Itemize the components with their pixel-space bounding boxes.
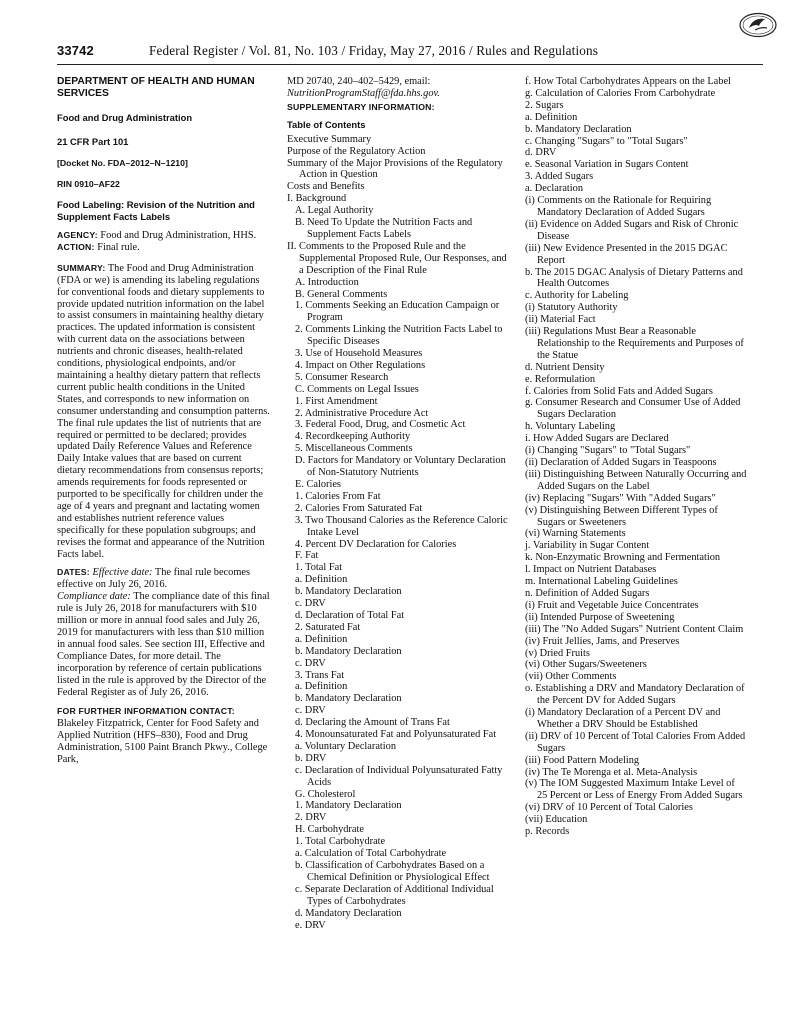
toc-item: (i) Fruit and Vegetable Juice Concentrates [525, 599, 699, 611]
contact-email-link[interactable]: NutritionProgramStaff@fda.hhs.gov. [287, 87, 440, 99]
toc-item: e. Reformulation [525, 373, 596, 385]
toc-item: 2. Calories From Saturated Fat [295, 502, 423, 514]
toc-item: a. Definition [525, 111, 578, 123]
toc-item: Summary of the Major Provisions of the Regulatory Action in Question [287, 157, 503, 181]
toc-item: (vi) Other Sugars/Sweeteners [525, 659, 647, 671]
toc-item: a. Definition [295, 633, 348, 645]
toc-item: (vii) Education [525, 814, 588, 826]
toc-item: c. Separate Declaration of Additional Individual Types of Carbohydrates [295, 883, 494, 907]
toc-item: a. Calculation of Total Carbohydrate [295, 848, 447, 860]
toc-list-col2 [287, 134, 509, 932]
toc-list-col3 [525, 76, 747, 838]
contact-continued: MD 20740, 240–402–5429, email: [287, 76, 431, 87]
toc-item: 2. Comments Linking the Nutrition Facts Label to Specific Diseases [295, 324, 503, 348]
toc-item: e. DRV [295, 919, 326, 931]
toc-item: B. Need To Update the Nutrition Facts and Supplement Facts Labels [295, 217, 473, 240]
toc-item: j. Variability in Sugar Content [525, 540, 650, 552]
toc-item: a. Voluntary Declaration [295, 740, 397, 752]
toc-item: F. Fat [295, 550, 319, 562]
toc-item: c. Declaration of Individual Polyunsaturated Fatty Acids [295, 764, 503, 788]
toc-item: Executive Summary [287, 133, 372, 145]
toc-item: b. Classification of Carbohydrates Based on a Chemical Definition or Physiological Effect [295, 860, 490, 883]
toc-item: l. Impact on Nutrient Databases [525, 564, 657, 576]
toc-item: i. How Added Sugars are Declared [525, 433, 669, 445]
toc-item: f. How Total Carbohydrates Appears on the Label [525, 76, 731, 87]
toc-item: E. Calories [295, 479, 341, 490]
running-head: Federal Register / Vol. 81, No. 103 / Friday, May 27, 2016 / Rules and Regulations [149, 43, 599, 58]
toc-item: n. Definition of Added Sugars [525, 587, 650, 599]
agency-label: AGENCY: [57, 230, 98, 240]
toc-item: m. International Labeling Guidelines [525, 576, 678, 588]
toc-item: 3. Use of Household Measures [295, 348, 423, 360]
toc-item: (v) Dried Fruits [525, 647, 590, 659]
toc-item: (iii) New Evidence Presented in the 2015 DGAC Report [525, 242, 728, 266]
agency-department: DEPARTMENT OF HEALTH AND HUMAN SERVICES [57, 76, 255, 99]
toc-item: a. Definition [295, 574, 348, 586]
toc-item: (iv) Fruit Jellies, Jams, and Preserves [525, 635, 680, 647]
agency-subagency: Food and Drug Administration [57, 112, 193, 123]
toc-item: A. Legal Authority [295, 205, 374, 217]
toc-item: 5. Miscellaneous Comments [295, 443, 413, 455]
toc-item: d. Declaration of Total Fat [295, 609, 405, 621]
toc-item: II. Comments to the Proposed Rule and the Supplemental Proposed Rule, Our Responses, and a Description of the Final Rule [287, 240, 507, 276]
toc-item: f. Calories from Solid Fats and Added Sugars [525, 385, 713, 397]
toc-item: G. Cholesterol [295, 788, 356, 800]
hhs-seal-icon [738, 12, 778, 38]
compliance-date-label: Compliance date: [57, 591, 131, 603]
compliance-paragraph [57, 591, 272, 698]
toc-item: c. DRV [295, 657, 326, 669]
action-label: ACTION: [57, 241, 95, 252]
toc-item: (v) The IOM Suggested Maximum Intake Level of 25 Percent or Less of Energy From Added Sugars [525, 778, 743, 802]
toc-item: (iv) Replacing "Sugars" With "Added Sugars" [525, 492, 716, 504]
summary-paragraph [57, 263, 272, 561]
toc-item: b. Mandatory Declaration [525, 123, 632, 135]
toc-item: (ii) Material Fact [525, 314, 596, 326]
toc-item: 3. Two Thousand Calories as the Reference Caloric Intake Level [295, 514, 508, 538]
toc-item: D. Factors for Mandatory or Voluntary Declaration of Non-Statutory Nutrients [295, 455, 506, 479]
column-2 [287, 76, 509, 931]
toc-item: (i) Statutory Authority [525, 302, 618, 314]
toc-item: d. Mandatory Declaration [295, 907, 402, 919]
toc-item: 2. Administrative Procedure Act [295, 407, 429, 419]
toc-item: c. DRV [295, 598, 326, 610]
toc-item: (iii) Distinguishing Between Naturally Occurring and Added Sugars on the Label [525, 468, 747, 492]
summary-label: SUMMARY: [57, 262, 106, 273]
toc-item: b. Mandatory Declaration [295, 645, 402, 657]
agency-paragraph [57, 230, 272, 242]
toc-item: a. Definition [295, 681, 348, 693]
agency-text: Food and Drug Administration, HHS. [100, 230, 257, 241]
effective-date-text: The final rule becomes effective on July 26, 2016. [57, 567, 250, 591]
contact-text: Blakeley Fitzpatrick, Center for Food Safety and Applied Nutrition (HFS–830), Food and Drug Administration, 5100 Paint Branch Pkwy., College Park, [57, 718, 268, 766]
toc-item: d. Declaring the Amount of Trans Fat [295, 717, 450, 729]
docket-number: [Docket No. FDA–2012–N–1210] [57, 158, 188, 168]
toc-item: 3. Trans Fat [295, 669, 345, 681]
toc-item: 2. Sugars [525, 99, 564, 111]
toc-item: b. DRV [295, 752, 327, 764]
toc-item: d. DRV [525, 147, 557, 159]
contact-paragraph [57, 706, 272, 766]
toc-item: (i) Mandatory Declaration of a Percent DV and Whether a DRV Should be Established [525, 707, 721, 730]
summary-text: The Food and Drug Administration (FDA or we) is amending its labeling regulations for conventional foods and dietary supplements to provide updated nutrition information on the label to assist consumers in maintaining healthy dietary practices. The updated information is consistent with current data on the associations between nutrients and chronic diseases, health-related conditions, physiological endpoints, and/or maintaining a healthy dietary pattern that reflects current public health conditions in the United States, and corresponds to new information on consumer understanding and consumption patterns. The final rule updates the list of nutrients that are required or permitted to be declared; provides updated Daily Reference Values and Reference Daily Intake values that are based on current dietary recommendations from consensus reports; amends requirements for foods represented or purported to be specifically for children under the age of 4 years and pregnant and lactating women and establishes nutrient reference values specifically for these population subgroups; and revises the format and appearance of the Nutrition Facts label. [57, 262, 270, 560]
toc-item: I. Background [287, 193, 347, 205]
toc-item: k. Non-Enzymatic Browning and Fermentation [525, 552, 721, 564]
toc-item: B. General Comments [295, 288, 388, 300]
toc-item: c. Changing "Sugars" to "Total Sugars" [525, 135, 688, 147]
column-3 [525, 76, 747, 838]
header-rule [57, 64, 763, 65]
toc-item: 1. Calories From Fat [295, 490, 381, 502]
rule-title: Food Labeling: Revision of the Nutrition and Supplement Facts Labels [57, 199, 255, 222]
page-number: 33742 [57, 43, 94, 58]
toc-item: 3. Added Sugars [525, 171, 594, 183]
compliance-date-text: The compliance date of this final rule is July 26, 2018 for manufacturers with $10 million or more in annual food sales and July 26, 2019 for manufacturers with less than $10 million in annual food sales. See section III, Effective and Compliance Dates, for more detail. The incorporation by reference of certain publications listed in the rule is approved by the Director of the Federal Register as of July 26, 2016. [57, 591, 270, 698]
toc-item: (vi) Warning Statements [525, 528, 626, 540]
toc-item: g. Calculation of Calories From Carbohydrate [525, 87, 716, 99]
toc-item: e. Seasonal Variation in Sugars Content [525, 159, 689, 171]
toc-item: 1. Total Fat [295, 562, 343, 574]
toc-item: b. Mandatory Declaration [295, 586, 402, 598]
toc-item: o. Establishing a DRV and Mandatory Declaration of the Percent DV for Added Sugars [525, 683, 745, 707]
toc-item: 4. Percent DV Declaration for Calories [295, 538, 457, 550]
toc-item: H. Carbohydrate [295, 824, 364, 836]
contact-label: FOR FURTHER INFORMATION CONTACT: [57, 706, 235, 717]
toc-item: b. Mandatory Declaration [295, 693, 402, 705]
toc-item: g. Consumer Research and Consumer Use of Added Sugars Declaration [525, 397, 741, 421]
column-1 [57, 76, 272, 766]
toc-item: (iii) Regulations Must Bear a Reasonable Relationship to the Requirements and Purposes of the Statue [525, 326, 744, 361]
running-header [57, 43, 763, 59]
toc-item: 5. Consumer Research [295, 371, 389, 383]
effective-date-label: Effective date: [92, 567, 153, 579]
toc-item: c. Authority for Labeling [525, 290, 629, 302]
toc-item: (iii) The "No Added Sugars" Nutrient Content Claim [525, 623, 744, 635]
toc-item: C. Comments on Legal Issues [295, 383, 419, 395]
rin-number: RIN 0910–AF22 [57, 179, 120, 189]
action-text: Final rule. [97, 241, 140, 253]
toc-item: (ii) DRV of 10 Percent of Total Calories From Added Sugars [525, 730, 746, 754]
toc-item: b. The 2015 DGAC Analysis of Dietary Patterns and Health Outcomes [525, 266, 743, 290]
toc-item: 4. Recordkeeping Authority [295, 431, 411, 443]
toc-item: a. Declaration [525, 183, 584, 195]
toc-item: 3. Federal Food, Drug, and Cosmetic Act [295, 419, 466, 431]
toc-item: A. Introduction [295, 276, 359, 288]
toc-item: (vii) Other Comments [525, 671, 617, 683]
toc-item: (ii) Intended Purpose of Sweetening [525, 611, 675, 623]
toc-item: p. Records [525, 826, 570, 838]
toc-item: d. Nutrient Density [525, 361, 605, 373]
toc-title: Table of Contents [287, 118, 366, 130]
toc-item: h. Voluntary Labeling [525, 421, 616, 433]
toc-item: (vi) DRV of 10 Percent of Total Calories [525, 802, 693, 814]
toc-item: (i) Changing "Sugars" to "Total Sugars" [525, 445, 691, 457]
toc-item: (ii) Declaration of Added Sugars in Teaspoons [525, 457, 717, 468]
toc-item: (v) Distinguishing Between Different Types of Sugars or Sweeteners [525, 504, 718, 528]
dates-paragraph [57, 567, 272, 591]
toc-item: 1. Total Carbohydrate [295, 836, 386, 848]
toc-item: 1. First Amendment [295, 395, 378, 407]
action-paragraph [57, 242, 272, 254]
toc-item: (iv) The Te Morenga et al. Meta-Analysis [525, 766, 698, 778]
cfr-part: 21 CFR Part 101 [57, 136, 129, 147]
toc-item: (ii) Evidence on Added Sugars and Risk of Chronic Disease [525, 218, 739, 242]
toc-item: Purpose of the Regulatory Action [287, 145, 426, 157]
toc-item: 4. Monounsaturated Fat and Polyunsaturated Fat [295, 729, 497, 741]
toc-item: 2. DRV [295, 812, 327, 824]
toc-item: 1. Mandatory Declaration [295, 800, 402, 812]
toc-item: 2. Saturated Fat [295, 621, 361, 633]
toc-item: c. DRV [295, 705, 326, 717]
toc-item: 4. Impact on Other Regulations [295, 359, 426, 371]
toc-item: 1. Comments Seeking an Education Campaign or Program [295, 300, 500, 324]
supplementary-label: SUPPLEMENTARY INFORMATION: [287, 101, 435, 112]
toc-item: Costs and Benefits [287, 181, 365, 193]
toc-item: (iii) Food Pattern Modeling [525, 754, 640, 766]
toc-item: (i) Comments on the Rationale for Requiring Mandatory Declaration of Added Sugars [525, 195, 712, 218]
dates-label: DATES: [57, 567, 90, 578]
